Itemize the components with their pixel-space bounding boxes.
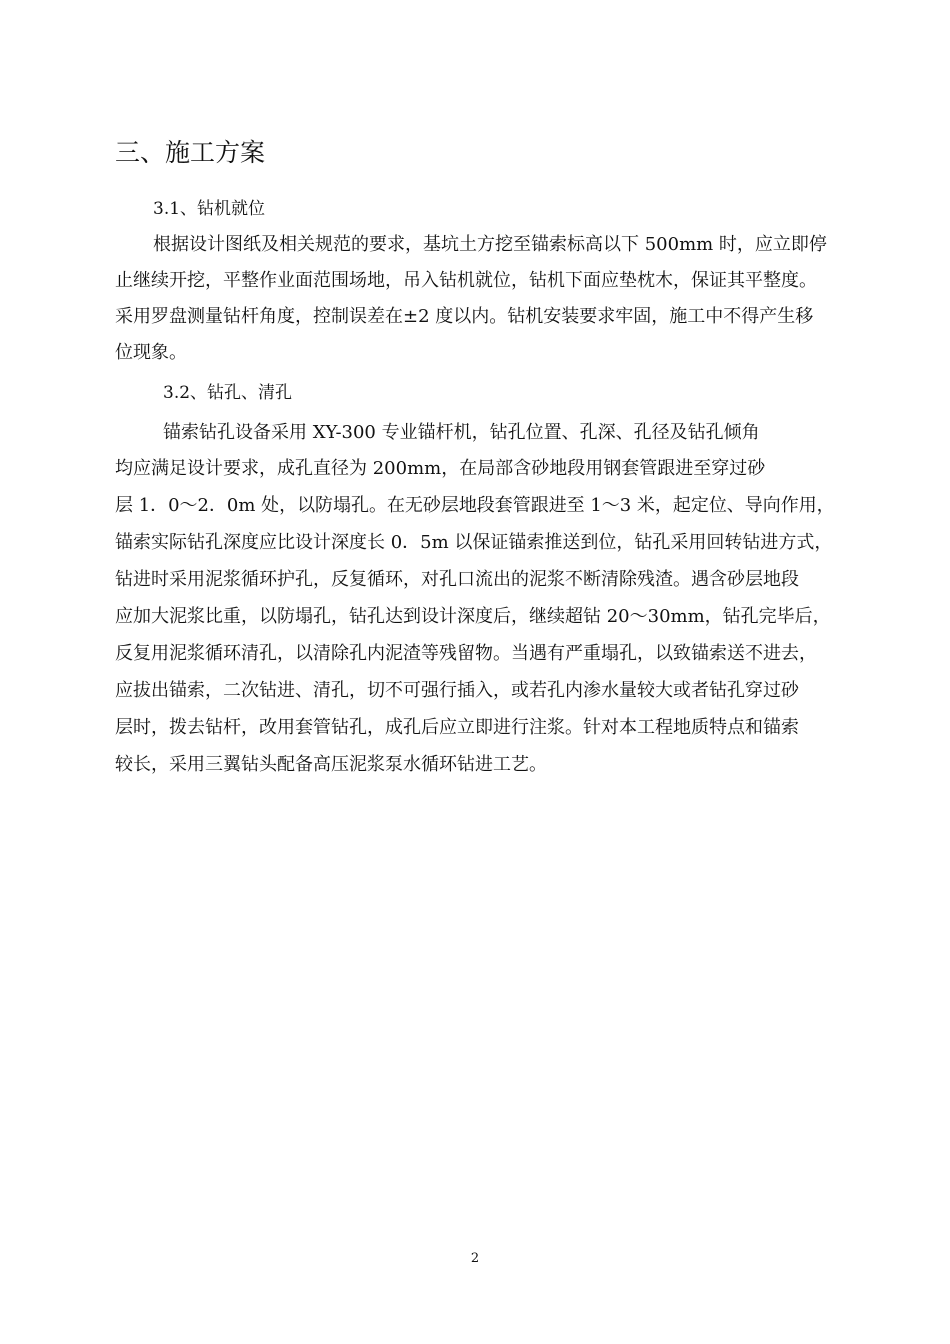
paragraph-line: 钻进时采用泥浆循环护孔，反复循环，对孔口流出的泥浆不断清除残渣。遇含砂层地段 xyxy=(115,569,799,590)
paragraph-line: 采用罗盘测量钻杆角度，控制误差在±2 度以内。钻机安装要求牢固，施工中不得产生移 xyxy=(115,306,814,327)
paragraph-line: 根据设计图纸及相关规范的要求，基坑土方挖至锚索标高以下 500mm 时，应立即停 xyxy=(153,234,827,255)
paragraph-line: 位现象。 xyxy=(115,342,187,363)
subsection-title-3-1: 3.1、钻机就位 xyxy=(153,199,266,219)
section-heading: 三、施工方案 xyxy=(115,138,266,167)
paragraph-line: 锚索钻孔设备采用 XY-300 专业锚杆机，钻孔位置、孔深、孔径及钻孔倾角 xyxy=(163,422,760,443)
paragraph-line: 锚索实际钻孔深度应比设计深度长 0．5m 以保证锚索推送到位，钻孔采用回转钻进方式， xyxy=(115,532,833,553)
paragraph-line: 均应满足设计要求，成孔直径为 200mm，在局部含砂地段用钢套管跟进至穿过砂 xyxy=(115,458,766,479)
subsection-title-3-2: 3.2、钻孔、清孔 xyxy=(163,383,293,403)
paragraph-line: 止继续开挖，平整作业面范围场地，吊入钻机就位，钻机下面应垫枕木，保证其平整度。 xyxy=(115,270,817,291)
page-number: 2 xyxy=(470,1251,480,1266)
paragraph-line: 层 1．0～2．0m 处，以防塌孔。在无砂层地段套管跟进至 1～3 米，起定位、导向作用， xyxy=(115,495,835,516)
paragraph-line: 反复用泥浆循环清孔，以清除孔内泥渣等残留物。当遇有严重塌孔，以致锚索送不进去， xyxy=(115,643,817,664)
paragraph-line: 应拔出锚索，二次钻进、清孔，切不可强行插入，或若孔内渗水量较大或者钻孔穿过砂 xyxy=(115,680,799,701)
paragraph-line: 层时，拨去钻杆，改用套管钻孔，成孔后应立即进行注浆。针对本工程地质特点和锚索 xyxy=(115,717,799,738)
paragraph-line: 较长，采用三翼钻头配备高压泥浆泵水循环钻进工艺。 xyxy=(115,754,547,775)
paragraph-line: 应加大泥浆比重，以防塌孔，钻孔达到设计深度后，继续超钻 20～30mm，钻孔完毕后， xyxy=(115,606,831,627)
